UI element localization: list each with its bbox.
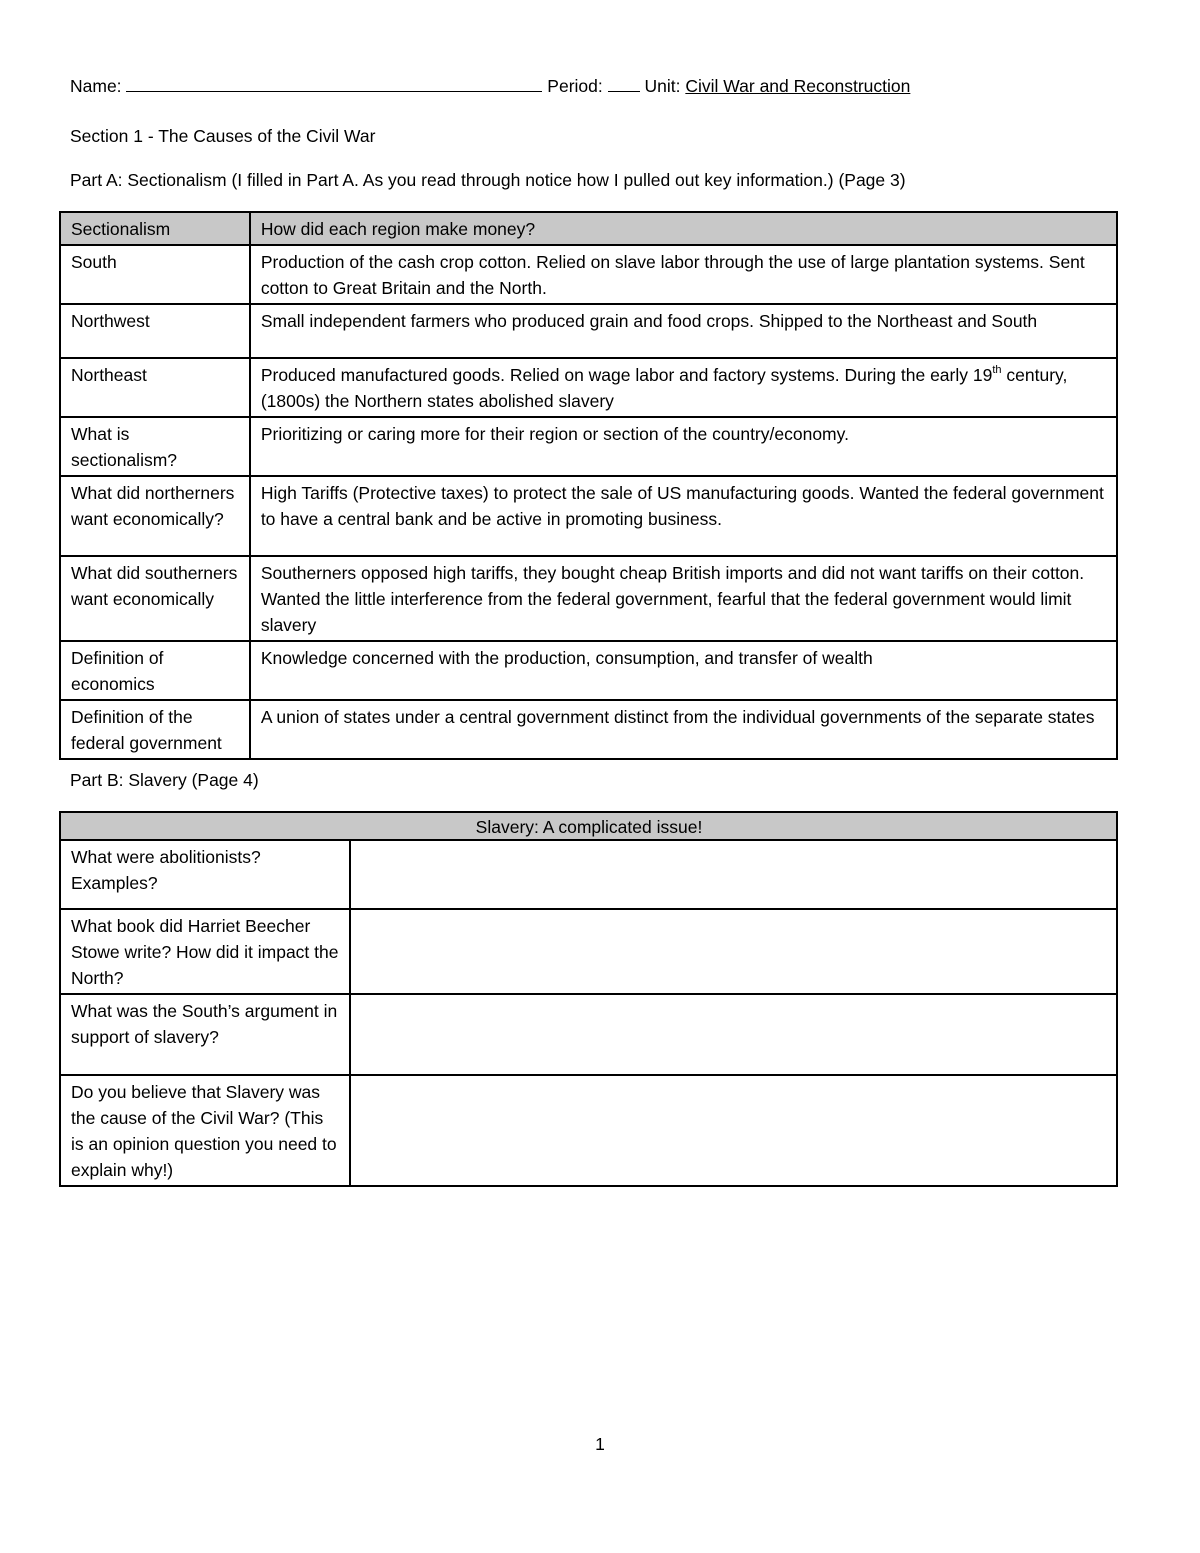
table-row	[60, 417, 1117, 476]
table-row	[60, 476, 1117, 556]
part-b-heading: Part B: Slavery (Page 4)	[70, 770, 259, 790]
unit-value: Civil War and Reconstruction	[685, 76, 911, 96]
row-value-continued: century, (1800s) the Northern states abolished slavery	[260, 365, 1068, 411]
slavery-table-title: Slavery: A complicated issue!	[60, 812, 1117, 840]
table-row	[60, 994, 1117, 1075]
section-title: Section 1 - The Causes of the Civil War	[70, 126, 376, 146]
period-label: Period:	[547, 76, 603, 96]
row-label: Northwest	[60, 304, 250, 358]
row-value: Knowledge concerned with the production, consumption, and transfer of wealth	[250, 641, 1117, 700]
row-label: Northeast	[60, 358, 250, 417]
row-value	[250, 358, 1117, 417]
question-cell: What was the South’s argument in support of slavery?	[60, 994, 350, 1075]
name-label: Name:	[70, 76, 122, 96]
slavery-table	[59, 811, 1118, 1187]
answer-cell[interactable]	[350, 994, 1117, 1075]
table-row	[60, 358, 1117, 417]
column-header-money: How did each region make money?	[250, 212, 1117, 245]
table-row	[60, 1075, 1117, 1186]
row-label: Definition of the federal government	[60, 700, 250, 759]
row-value: Production of the cash crop cotton. Relied on slave labor through the use of large plantation systems. Sent cotton to Great Britain and the North.	[250, 245, 1117, 304]
answer-cell[interactable]	[350, 840, 1117, 909]
table-row	[60, 641, 1117, 700]
answer-cell[interactable]	[350, 909, 1117, 994]
question-cell: What were abolitionists? Examples?	[60, 840, 350, 909]
table-row	[60, 304, 1117, 358]
period-blank	[608, 74, 640, 92]
part-a-heading: Part A: Sectionalism (I filled in Part A. As you read through notice how I pulled out key information.) (Page 3)	[70, 170, 906, 190]
header-line	[70, 74, 910, 97]
name-blank	[126, 74, 542, 92]
row-label: What is sectionalism?	[60, 417, 250, 476]
row-label: What did northerners want economically?	[60, 476, 250, 556]
page-number: 1	[595, 1434, 605, 1454]
row-value: A union of states under a central government distinct from the individual governments of the separate states	[250, 700, 1117, 759]
row-value: High Tariffs (Protective taxes) to protect the sale of US manufacturing goods. Wanted the federal government to have a central bank and be active in promoting business.	[250, 476, 1117, 556]
answer-cell[interactable]	[350, 1075, 1117, 1186]
row-value: Southerners opposed high tariffs, they bought cheap British imports and did not want tariffs on their cotton. Wanted the little interference from the federal government, fearful that the federal government would limit slavery	[250, 556, 1117, 641]
column-header-sectionalism: Sectionalism	[60, 212, 250, 245]
table-header-row	[60, 212, 1117, 245]
row-label: What did southerners want economically	[60, 556, 250, 641]
table-row	[60, 909, 1117, 994]
table-row	[60, 700, 1117, 759]
question-cell: Do you believe that Slavery was the cause of the Civil War? (This is an opinion question you need to explain why!)	[60, 1075, 350, 1186]
row-value: Prioritizing or caring more for their region or section of the country/economy.	[250, 417, 1117, 476]
table-row	[60, 840, 1117, 909]
table-row	[60, 245, 1117, 304]
table-title-row	[60, 812, 1117, 840]
row-value-text: Produced manufactured goods. Relied on wage labor and factory systems. During the early 19	[260, 365, 993, 385]
table-row	[60, 556, 1117, 641]
superscript-th: th	[992, 364, 1002, 376]
row-label: South	[60, 245, 250, 304]
row-label: Definition of economics	[60, 641, 250, 700]
row-value: Small independent farmers who produced grain and food crops. Shipped to the Northeast and South	[250, 304, 1117, 358]
unit-label: Unit:	[644, 76, 681, 96]
question-cell: What book did Harriet Beecher Stowe write? How did it impact the North?	[60, 909, 350, 994]
sectionalism-table	[59, 211, 1118, 760]
